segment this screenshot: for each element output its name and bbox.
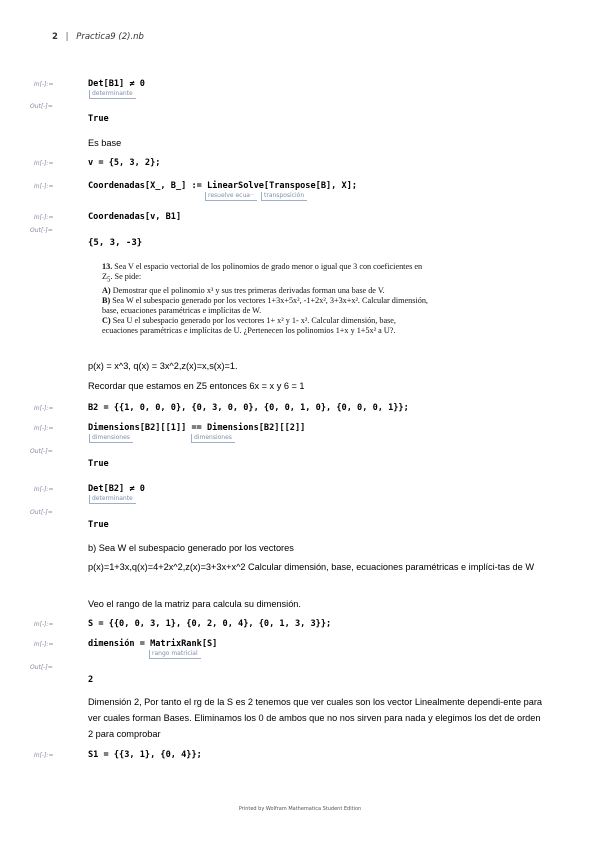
function-hint: dimensiones	[89, 434, 133, 443]
part-a-label: A)	[102, 285, 111, 295]
input-label: In[-]:=	[34, 486, 54, 493]
function-hint: determinante	[89, 90, 136, 99]
exercise-sub: 5	[107, 276, 111, 284]
output-cell: True	[88, 114, 109, 124]
input-cell[interactable]: Det[B2] ≠ 0	[88, 484, 145, 494]
input-label: In[-]:=	[34, 641, 54, 648]
text-cell[interactable]: Dimensión 2, Por tanto el rg de la S es 2 tenemos que ver cuales son los vector Linealmente dependi-ente para ver cuales forman Bases. Eliminamos los 0 de ambos que no nos sirven para nada y elegimos los det de orden 2 para comprobar	[88, 697, 543, 739]
page-header	[52, 32, 144, 42]
input-cell[interactable]: Coordenadas[v, B1]	[88, 212, 182, 222]
function-hint: resuelve ecua··	[205, 192, 257, 201]
input-cell[interactable]: Dimensions[B2][[1]] == Dimensions[B2][[2]]	[88, 423, 306, 433]
input-label: In[-]:=	[34, 160, 54, 167]
exercise-statement-end: . Se pide:	[110, 272, 142, 281]
text-cell[interactable]: b) Sea W el subespacio generado por los vectores	[88, 543, 294, 553]
text-cell[interactable]: p(x) = x^3, q(x) = 3x^2,z(x)=x,s(x)=1.	[88, 361, 238, 371]
input-cell[interactable]: Det[B1] ≠ 0	[88, 79, 145, 89]
input-cell[interactable]: v = {5, 3, 2};	[88, 158, 161, 168]
header-separator: |	[65, 32, 69, 42]
input-label: In[-]:=	[34, 405, 54, 412]
exercise-image	[102, 262, 432, 336]
part-c-text: Sea U el subespacio generado por los vectores 1+ x² y 1- x². Calcular dimensión, base, ecuaciones paramétricas e implícitas de U. ¿Pertenecen los polinomios 1+x y 1+5x² a U?.	[102, 315, 396, 335]
exercise-number: 13.	[102, 262, 113, 271]
part-b-text: Sea W el subespacio generado por los vectores 1+3x+5x², -1+2x², 3+3x+x². Calcular dimensión, base, ecuaciones paramétricas e implícitas de W.	[102, 295, 428, 315]
output-cell: True	[88, 459, 109, 469]
output-label: Out[-]=	[30, 227, 53, 234]
input-label: In[-]:=	[34, 425, 54, 432]
text-cell[interactable]: Veo el rango de la matriz para calcula su dimensión.	[88, 599, 301, 609]
function-hint: determinante	[89, 495, 136, 504]
text-cell[interactable]: Recordar que estamos en Z5 entonces 6x = x y 6 = 1	[88, 381, 305, 391]
part-c-label: C)	[102, 315, 111, 325]
output-cell: True	[88, 520, 109, 530]
function-hint: rango matricial	[149, 650, 201, 659]
text-cell[interactable]: p(x)=1+3x,q(x)=4+2x^2,z(x)=3+3x+x^2 Calcular dimensión, base, ecuaciones paramétricas e implíci-tas de W	[88, 562, 534, 572]
input-label: In[-]:=	[34, 214, 54, 221]
input-label: In[-]:=	[34, 621, 54, 628]
input-cell[interactable]: S1 = {{3, 1}, {0, 4}};	[88, 750, 202, 760]
input-cell[interactable]: S = {{0, 0, 3, 1}, {0, 2, 0, 4}, {0, 1, 3, 3}};	[88, 619, 332, 629]
function-hint: transposición	[261, 192, 307, 201]
part-a-text: Demostrar que el polinomio x³ y sus tres primeras derivadas forman una base de V.	[110, 285, 385, 295]
function-hint: dimensiones	[191, 434, 235, 443]
input-cell[interactable]: Coordenadas[X_, B_] := LinearSolve[Transpose[B], X];	[88, 181, 358, 191]
input-label: In[-]:=	[34, 752, 54, 759]
exercise-statement: Sea V el espacio vectorial de los polinomios de grado menor o igual que 3 con coeficientes en Z	[102, 262, 423, 281]
output-label: Out[-]=	[30, 448, 53, 455]
output-label: Out[-]=	[30, 509, 53, 516]
input-cell[interactable]: B2 = {{1, 0, 0, 0}, {0, 3, 0, 0}, {0, 0, 1, 0}, {0, 0, 0, 1}};	[88, 403, 409, 413]
part-b-label: B)	[102, 295, 111, 305]
output-cell: {5, 3, -3}	[88, 238, 143, 248]
page-number: 2	[52, 32, 58, 42]
input-label: In[-]:=	[34, 183, 54, 190]
input-cell[interactable]: dimensión = MatrixRank[S]	[88, 639, 218, 649]
file-name: Practica9 (2).nb	[76, 32, 144, 42]
input-label: In[-]:=	[34, 81, 54, 88]
output-label: Out[-]=	[30, 103, 53, 110]
text-cell[interactable]: Es base	[88, 138, 122, 148]
output-cell: 2	[88, 675, 94, 685]
page-footer: Printed by Wolfram Mathematica Student Edition	[238, 806, 362, 812]
output-label: Out[-]=	[30, 664, 53, 671]
